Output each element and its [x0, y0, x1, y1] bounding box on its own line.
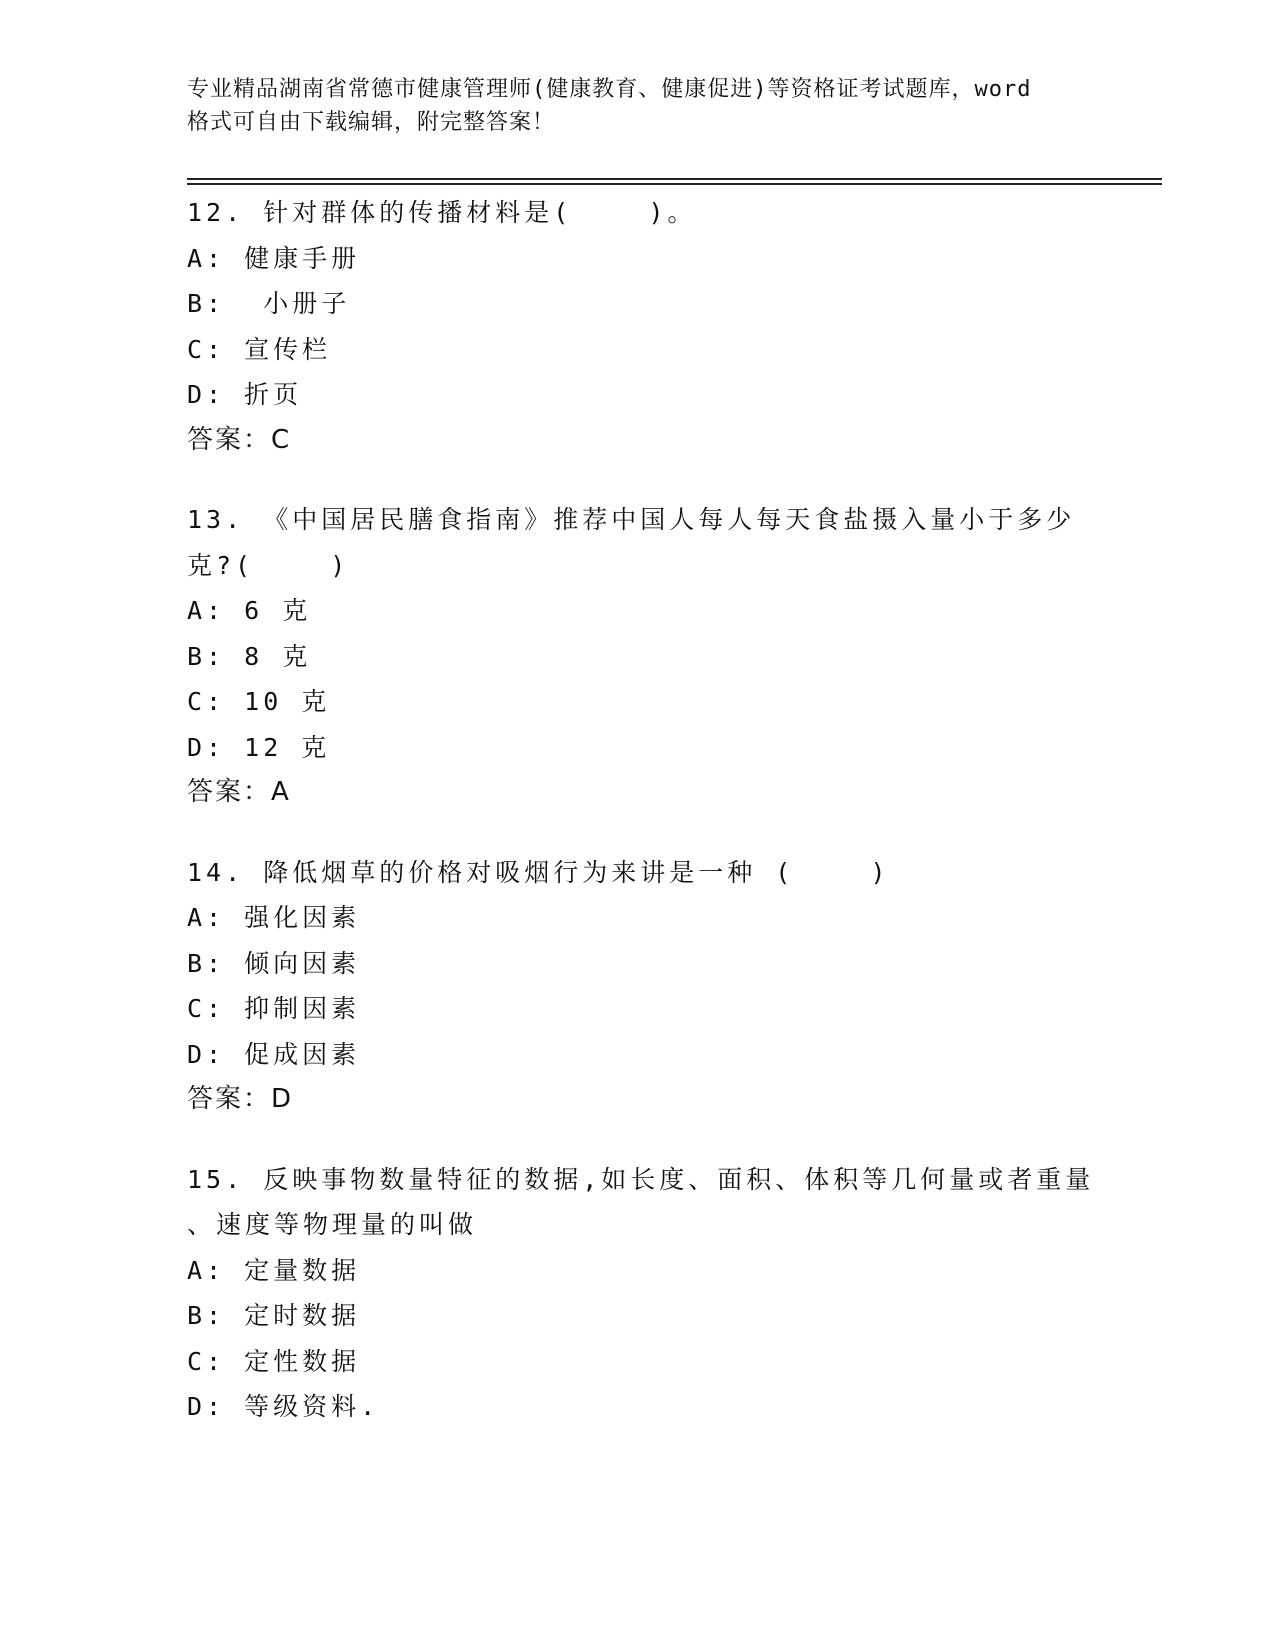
- option-d: D: 折页: [187, 380, 303, 409]
- option-c: C: 10 克: [187, 687, 331, 716]
- question-stem: 15. 反映事物数量特征的数据,如长度、面积、体积等几何量或者重量: [187, 1164, 1095, 1194]
- option-c: C: 抑制因素: [187, 994, 361, 1023]
- option-d: D: 12 克: [187, 732, 331, 762]
- option-b: B: 8 克: [187, 641, 312, 671]
- header-rule-bottom: [187, 183, 1162, 185]
- option-d: D: 等级资料.: [187, 1392, 380, 1421]
- question-13: [187, 497, 1107, 816]
- question-stem: 13. 《中国居民膳食指南》推荐中国人每人每天食盐摄入量小于多少: [187, 505, 1076, 534]
- option-c: C: 宣传栏: [187, 334, 332, 364]
- option-a: A: 健康手册: [187, 243, 361, 273]
- question-stem-continued: 、速度等物理量的叫做: [187, 1210, 478, 1239]
- question-stem: 14. 降低烟草的价格对吸烟行为来讲是一种 ( ): [187, 857, 890, 887]
- option-b: B: 定时数据: [187, 1301, 361, 1330]
- answer-key: 答案：A: [187, 777, 291, 807]
- option-a: A: 强化因素: [187, 903, 361, 932]
- option-b: B: 倾向因素: [187, 948, 361, 978]
- option-d: D: 促成因素: [187, 1039, 361, 1069]
- option-b: B: 小册子: [187, 289, 351, 318]
- document-header: [187, 73, 1107, 139]
- header-line-2: 格式可自由下载编辑，附完整答案！: [187, 110, 556, 135]
- option-a: A: 定量数据: [187, 1255, 361, 1285]
- answer-key: 答案：D: [187, 1084, 294, 1114]
- question-12: [187, 190, 1107, 463]
- answer-key: 答案：C: [187, 424, 292, 455]
- question-stem-continued: 克?( ): [187, 550, 350, 580]
- option-c: C: 定性数据: [187, 1346, 361, 1376]
- question-stem: 12. 针对群体的传播材料是( )。: [187, 198, 697, 227]
- option-a: A: 6 克: [187, 596, 312, 625]
- question-14: [187, 850, 1107, 1123]
- question-list: [187, 190, 1107, 1464]
- question-15: [187, 1157, 1107, 1430]
- header-rule-top: [187, 178, 1162, 180]
- header-line-1: 专业精品湖南省常德市健康管理师(健康教育、健康促进)等资格证考试题库，word: [187, 77, 1032, 102]
